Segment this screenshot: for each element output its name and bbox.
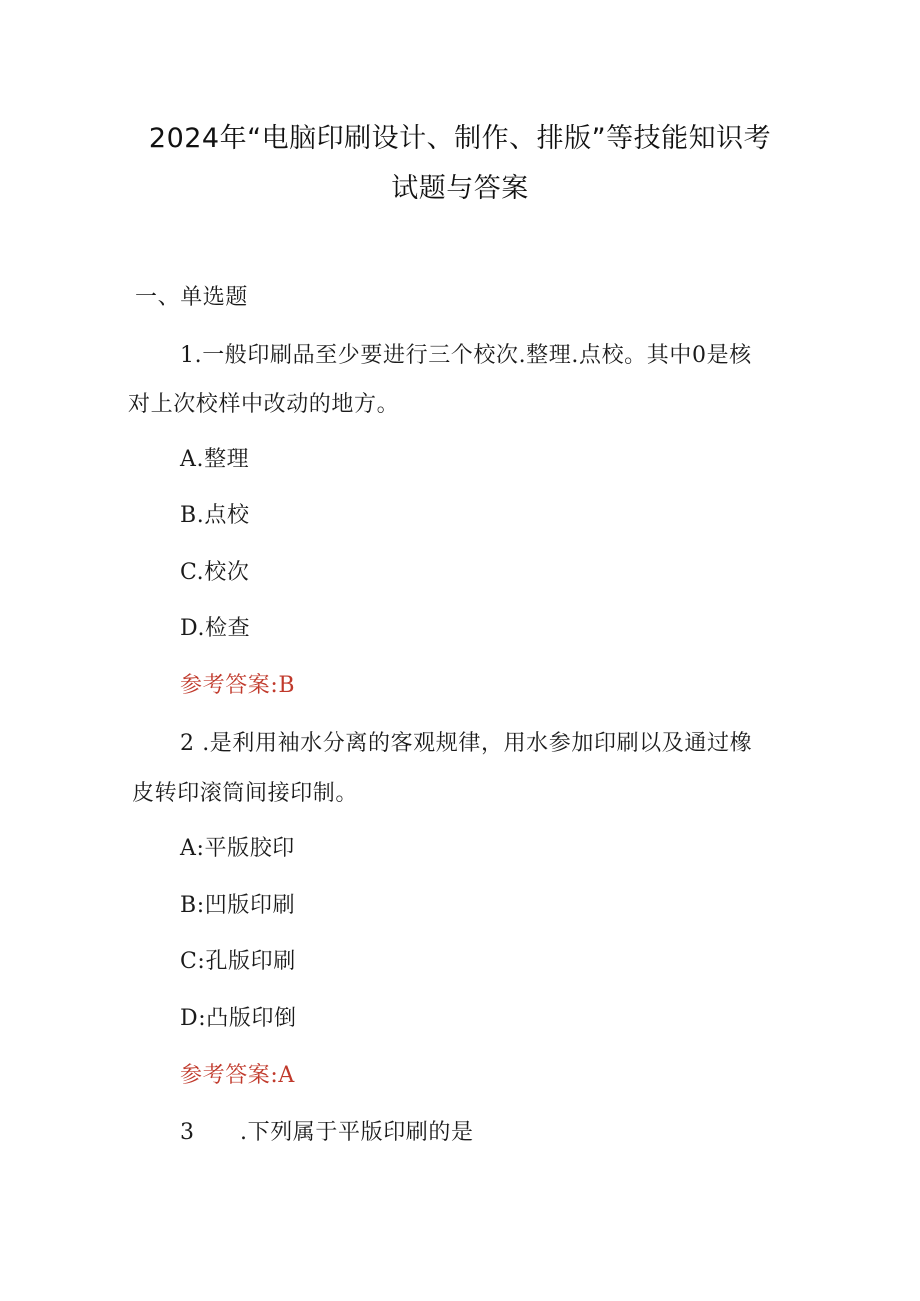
question-1-text: 1.一般印刷品至少要进行三个校次.整理.点校。其中0是核 [180,343,752,368]
question-3-text: .下列属于平版印刷的是 [240,1120,474,1145]
question-2-text-continued: 皮转印滚筒间接印制。 [132,781,359,806]
question-2-option-d: D:凸版印倒 [180,1006,297,1031]
section-heading: 一、单选题 [135,285,249,310]
question-1-option-b: B.点校 [180,503,250,528]
question-2-option-b: B:凹版印刷 [180,893,296,918]
question-2-option-a: A:平版胶印 [180,836,295,861]
question-1-option-a: A.整理 [180,447,250,472]
question-3-number: 3 [180,1120,195,1145]
question-1-option-c: C.校次 [180,560,250,585]
document-title-line-2: 试题与答案 [391,173,529,204]
question-1-option-d: D.检查 [180,616,251,641]
document-title-line-1: 2024年“电脑印刷设计、制作、排版”等技能知识考 [148,123,772,154]
question-2-text: 2 .是利用袖水分离的客观规律，用水参加印刷以及通过橡 [180,731,753,756]
question-1-answer: 参考答案:B [180,673,296,698]
question-2-answer: 参考答案:A [180,1063,295,1088]
question-2-option-c: C:孔版印刷 [180,949,296,974]
question-1-text-continued: 对上次校样中改动的地方。 [128,392,400,417]
